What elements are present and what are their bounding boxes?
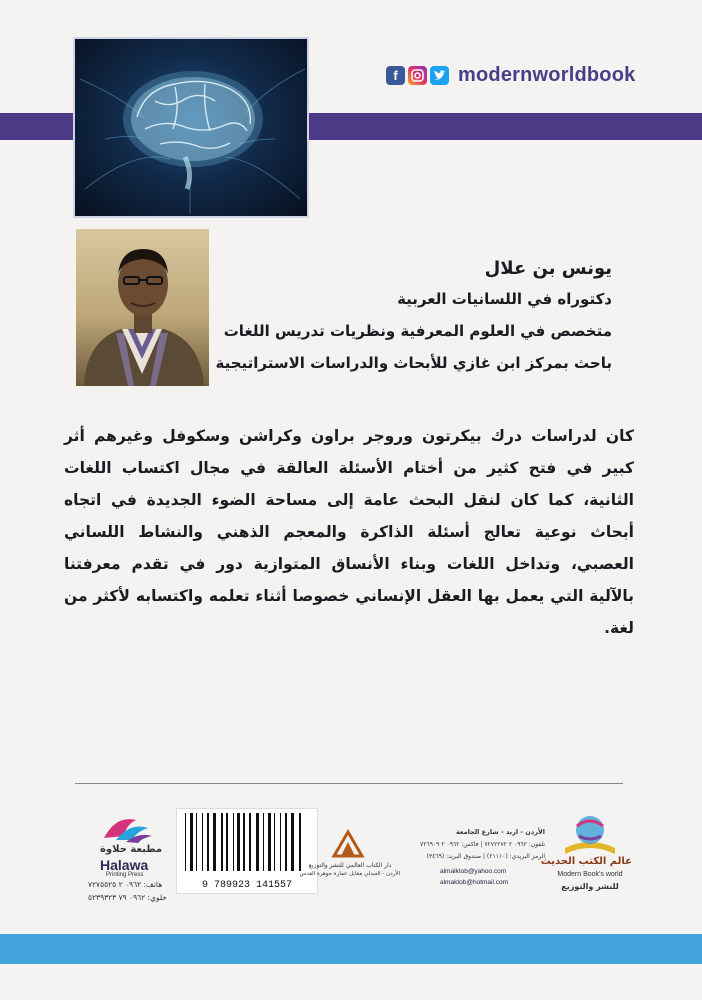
barcode-bar <box>268 813 271 871</box>
footer-divider <box>75 783 623 784</box>
barcode-bar <box>237 813 240 871</box>
publisher-name-ar: عالم الكتب الحديث <box>540 856 632 867</box>
printer-subtitle: Printing Press <box>106 872 144 878</box>
barcode-bar <box>243 813 245 871</box>
barcode-bar <box>226 813 228 871</box>
publisher-phone: تلفون: ٠٩٦٢ ٢ ٧٢٧٢٢٧٢ | فاكس: ٠٩٦٢ ٢ ٧٢٦٩٠٩ <box>420 841 545 848</box>
author-credential-1: دكتوراه في اللسانيات العربية <box>397 290 612 308</box>
printer-phone: هاتف: ٠٩٦٢ ٢ ٧٢٧٥٥٢٥ <box>88 880 163 889</box>
distributor-logo-icon <box>330 828 366 860</box>
publisher-name-en: Modern Book's world <box>557 871 623 878</box>
author-name: يونس بن علال <box>484 258 612 279</box>
publisher-postal: الرمز البريدي: (٢١١١٠) | صندوق البريد: (٣٤٦٩) <box>426 853 545 860</box>
author-photo <box>76 229 209 386</box>
publisher-email-2: almaktob@hotmail.com <box>440 879 509 886</box>
barcode-bar <box>263 813 264 871</box>
printer-logo-icon <box>96 810 156 845</box>
printer-name-en: Halawa <box>100 857 149 873</box>
distributor-name: دار الكتاب العالمي للنشر والتوزيع <box>308 862 392 869</box>
barcode-bar <box>274 813 275 871</box>
footer-band <box>0 934 702 964</box>
barcode-bar <box>196 813 197 871</box>
publisher-tagline: للنشر والتوزيع <box>561 882 619 891</box>
barcode-bar <box>249 813 251 871</box>
barcode-bar <box>233 813 234 871</box>
publisher-email-1: almalktob@yahoo.com <box>440 868 507 875</box>
printer-mobile: خلوي: ٠٩٦٢ ٧٩ ٥٢٣٩٣٢٣ <box>88 893 167 902</box>
barcode-bar <box>280 813 281 871</box>
barcode-bar <box>190 813 193 871</box>
barcode-bar <box>213 813 216 871</box>
instagram-icon <box>408 66 427 85</box>
barcode-bar <box>221 813 223 871</box>
brain-cover-image <box>73 37 309 218</box>
barcode-bar <box>256 813 259 871</box>
publisher-logo-icon <box>555 808 625 858</box>
distributor-address: الأردن - العبدلي مقابل عمارة جوهرة القدس <box>299 871 400 877</box>
facebook-icon: f <box>386 66 405 85</box>
twitter-icon <box>430 66 449 85</box>
social-handle <box>386 63 635 87</box>
book-blurb: كان لدراسات درك بيكرتون وروجر براون وكراشن وسكوفل وغيرهم أثر كبير في فتح كثير من أختام الأسئلة العالقة في مجال اكتساب اللغات الثانية، كما كان لنقل البحث عامة إلى مساحة الضوء الجديدة في اتجاه أبحاث نوعية تعالج أسئلة الذاكرة والمعجم الذهني والنشاط اللساني العصبي، وتداخل اللغات وبناء الأنساق المتوازية دور في تقدم معرفتنا بالآلية التي يعمل بها العقل الإنساني خصوصا أثناء تعلمه واكتسابه لأكثر من لغة. <box>64 427 634 637</box>
barcode-bar <box>291 813 294 871</box>
author-credential-3: باحث بمركز ابن غازي للأبحاث والدراسات الاستراتيجية <box>215 354 612 372</box>
barcode-bar <box>207 813 209 871</box>
isbn-number: 9 789923 141557 <box>201 880 292 891</box>
social-handle-text: modernworldbook <box>458 63 636 86</box>
barcode-bar <box>285 813 287 871</box>
publisher-address: الأردن - اربد - شارع الجامعة <box>455 828 545 836</box>
isbn-barcode <box>176 808 318 894</box>
barcode-bar <box>185 813 186 871</box>
author-credential-2: متخصص في العلوم المعرفية ونظريات تدريس اللغات <box>223 322 612 340</box>
printer-name-ar: مطبعة حلاوة <box>100 844 163 855</box>
barcode-bar <box>202 813 203 871</box>
